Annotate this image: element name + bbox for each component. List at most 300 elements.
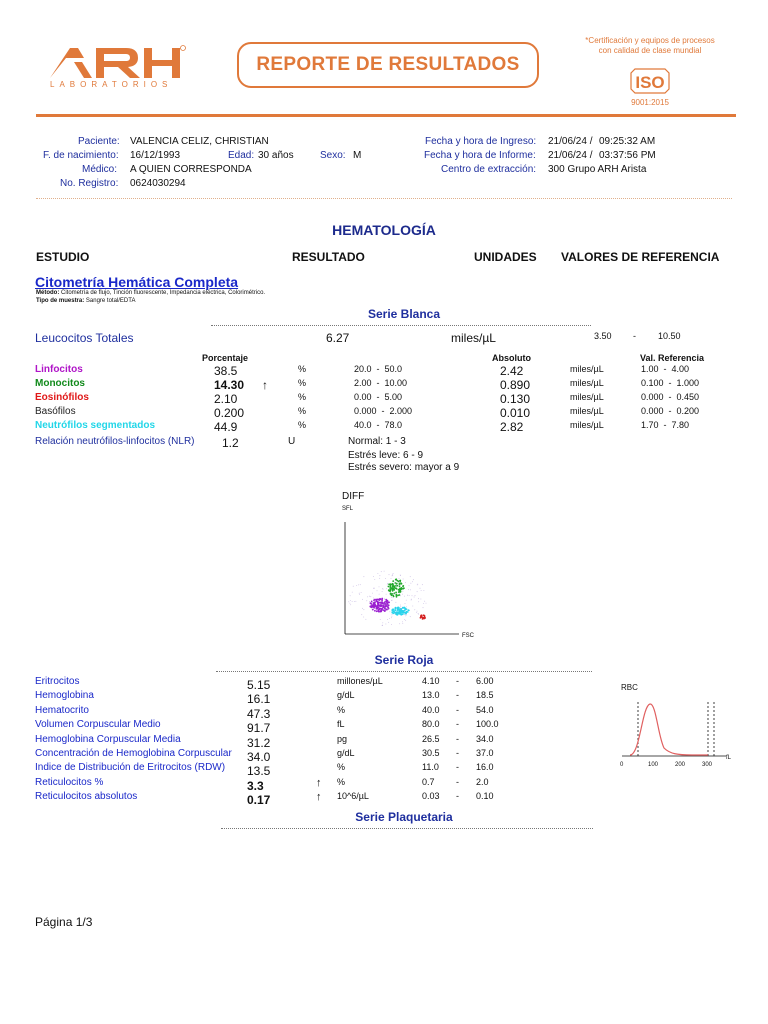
diff-dot bbox=[396, 602, 397, 603]
diff-dot bbox=[392, 594, 393, 595]
patient-divider bbox=[36, 198, 732, 199]
diff-dot bbox=[361, 614, 362, 615]
diff-dot bbox=[370, 596, 371, 597]
ingreso-hora: 09:25:32 AM bbox=[599, 136, 656, 147]
paciente-value: VALENCIA CELIZ, CHRISTIAN bbox=[130, 136, 269, 147]
diff-dot bbox=[409, 585, 410, 586]
diff-dot bbox=[374, 588, 375, 589]
diff-dot bbox=[384, 604, 385, 605]
diff-dot bbox=[407, 595, 408, 596]
wbc-pct-unit: % bbox=[298, 364, 307, 374]
rbc-ref-low: 4.10 bbox=[422, 676, 440, 686]
diff-dot bbox=[400, 612, 402, 614]
diff-dot bbox=[423, 603, 424, 604]
diff-dot bbox=[408, 589, 409, 590]
diff-dot bbox=[395, 592, 397, 594]
rbc-unit: pg bbox=[337, 734, 348, 744]
informe-hora: 03:37:56 PM bbox=[599, 150, 656, 161]
diff-dot bbox=[363, 617, 364, 618]
diff-dot bbox=[392, 600, 393, 601]
rbc-name: Volumen Corpuscular Medio bbox=[35, 719, 161, 730]
wbc-pct: 14.30 bbox=[214, 378, 245, 392]
diff-dot bbox=[352, 592, 353, 593]
diff-dot bbox=[392, 616, 393, 617]
diff-cell-clusters bbox=[348, 571, 426, 626]
diff-dot bbox=[360, 584, 361, 585]
diff-dot bbox=[401, 588, 403, 590]
rbc-unit: % bbox=[337, 777, 346, 787]
diff-dot bbox=[373, 576, 374, 577]
rbc-unit: fL bbox=[337, 719, 345, 729]
wbc-name: Basófilos bbox=[35, 406, 76, 417]
rbc-unit: % bbox=[337, 762, 346, 772]
diff-dot bbox=[389, 590, 391, 592]
diff-dot bbox=[418, 601, 419, 602]
diff-dot bbox=[376, 610, 378, 612]
rbc-value: 16.1 bbox=[247, 692, 271, 706]
rbc-ref-high: 6.00 bbox=[476, 676, 494, 686]
diff-dot bbox=[399, 623, 400, 624]
diff-dot bbox=[393, 609, 395, 611]
diff-dot bbox=[417, 585, 418, 586]
diff-dot bbox=[378, 605, 380, 607]
diff-dot bbox=[391, 624, 392, 625]
rbc-ref-low: 0.03 bbox=[422, 791, 440, 801]
rbc-value: 3.3 bbox=[247, 779, 264, 793]
diff-dot bbox=[398, 589, 400, 591]
diff-dot bbox=[386, 594, 387, 595]
rbc-unit: fL bbox=[726, 755, 732, 761]
diff-dot bbox=[412, 581, 413, 582]
diff-dot bbox=[383, 589, 384, 590]
nlr-note-leve: Estrés leve: 6 - 9 bbox=[348, 450, 424, 461]
diff-dot bbox=[386, 604, 387, 605]
diff-dot bbox=[391, 612, 393, 614]
rbc-name: Hemoglobina bbox=[35, 690, 94, 701]
diff-dot bbox=[391, 617, 392, 618]
informe-label: Fecha y hora de Informe: bbox=[424, 150, 536, 161]
wbc-abs: 0.890 bbox=[500, 378, 531, 392]
diff-dot bbox=[393, 573, 394, 574]
nacimiento-value: 16/12/1993 bbox=[130, 150, 181, 161]
diff-dot bbox=[382, 603, 384, 605]
wbc-pct-unit: % bbox=[298, 420, 307, 430]
rbc-ref-low: 80.0 bbox=[422, 719, 440, 729]
nlr-unit: U bbox=[288, 436, 296, 447]
report-title-box bbox=[237, 42, 539, 88]
sfl-label: SFL bbox=[342, 506, 354, 512]
diff-dot bbox=[424, 601, 425, 602]
diff-dot bbox=[389, 618, 390, 619]
diff-dot bbox=[385, 578, 386, 579]
metodo-label: Método: bbox=[36, 290, 60, 296]
rbc-unit: g/dL bbox=[337, 748, 355, 758]
diff-dot bbox=[410, 590, 411, 591]
diff-dot bbox=[372, 593, 373, 594]
diff-dot bbox=[369, 606, 371, 608]
diff-dot bbox=[403, 579, 404, 580]
metodo-line bbox=[36, 290, 265, 296]
col-unidades: UNIDADES bbox=[474, 250, 537, 264]
diff-dot bbox=[394, 594, 395, 595]
serie-blanca-divider bbox=[211, 325, 591, 326]
diff-dot bbox=[394, 582, 396, 584]
test-name: Citometría Hemática Completa bbox=[35, 274, 239, 290]
diff-dot bbox=[374, 579, 375, 580]
diff-dot bbox=[399, 594, 401, 596]
diff-dot bbox=[374, 602, 376, 604]
wbc-pct: 2.10 bbox=[214, 392, 238, 406]
diff-dot bbox=[350, 595, 351, 596]
diff-dot bbox=[373, 598, 374, 599]
wbc-pct-unit: % bbox=[298, 378, 307, 388]
diff-dot bbox=[387, 585, 388, 586]
diff-dot bbox=[400, 606, 401, 607]
diff-dot bbox=[406, 600, 407, 601]
diff-dot bbox=[387, 603, 389, 605]
sexo-label: Sexo: bbox=[320, 150, 346, 161]
diff-dot bbox=[381, 571, 382, 572]
diff-dot bbox=[388, 608, 389, 609]
serie-roja-title: Serie Roja bbox=[374, 653, 434, 667]
wbc-pct: 44.9 bbox=[214, 420, 238, 434]
report-title: REPORTE DE RESULTADOS bbox=[256, 54, 520, 75]
diff-dot bbox=[423, 617, 425, 619]
rbc-ref-dash: - bbox=[456, 705, 459, 715]
diff-dot bbox=[387, 583, 388, 584]
diff-dot bbox=[383, 610, 384, 611]
rbc-histogram bbox=[612, 676, 738, 774]
diff-dot bbox=[374, 603, 376, 605]
rbc-ref-dash: - bbox=[456, 777, 459, 787]
head-porcentaje: Porcentaje bbox=[202, 353, 249, 363]
rbc-label: RBC bbox=[621, 683, 638, 692]
diff-dot bbox=[410, 616, 411, 617]
diff-dot bbox=[390, 593, 392, 595]
diff-dot bbox=[402, 585, 404, 587]
diff-dot bbox=[389, 593, 390, 594]
leucocitos-name: Leucocitos Totales bbox=[35, 331, 134, 345]
fsc-label: FSC bbox=[462, 633, 474, 639]
diff-dot bbox=[399, 593, 400, 594]
diff-dot bbox=[382, 623, 383, 624]
diff-dot bbox=[402, 594, 403, 595]
rbc-value: 0.17 bbox=[247, 793, 271, 807]
diff-dot bbox=[373, 599, 375, 601]
rbc-curve bbox=[630, 704, 708, 755]
rbc-value: 13.5 bbox=[247, 764, 271, 778]
diff-dot bbox=[417, 611, 418, 612]
diff-dot bbox=[411, 599, 412, 600]
rbc-ref-high: 18.5 bbox=[476, 690, 494, 700]
diff-dot bbox=[369, 601, 370, 602]
diff-dot bbox=[390, 611, 391, 612]
wbc-abs: 0.130 bbox=[500, 392, 531, 406]
registro-label: No. Registro: bbox=[60, 178, 119, 189]
informe-fecha: 21/06/24 / bbox=[548, 150, 593, 161]
diff-dot bbox=[392, 583, 394, 585]
diff-dot bbox=[418, 613, 419, 614]
diff-dot bbox=[403, 587, 405, 589]
wbc-name: Eosinófilos bbox=[35, 392, 89, 403]
diff-dot bbox=[401, 608, 402, 609]
diff-dot bbox=[404, 614, 405, 615]
diff-dot bbox=[359, 593, 360, 594]
rbc-ref-high: 100.0 bbox=[476, 719, 499, 729]
wbc-name: Neutrófilos segmentados bbox=[35, 420, 156, 431]
diff-dot bbox=[405, 582, 406, 583]
rbc-name: Hematocrito bbox=[35, 705, 89, 716]
diff-dot bbox=[386, 588, 387, 589]
head-val-ref: Val. Referencia bbox=[640, 353, 705, 363]
rbc-ref-high: 0.10 bbox=[476, 791, 494, 801]
wbc-pct-unit: % bbox=[298, 406, 307, 416]
rbc-ref-low: 26.5 bbox=[422, 734, 440, 744]
diff-dot bbox=[408, 610, 410, 612]
rbc-high-flag: ↑ bbox=[316, 791, 322, 803]
rbc-value: 34.0 bbox=[247, 750, 271, 764]
rbc-unit: 10^6/µL bbox=[337, 791, 369, 801]
serie-plaquetaria-divider bbox=[221, 828, 593, 829]
diff-dot bbox=[372, 606, 374, 608]
diff-dot bbox=[410, 576, 411, 577]
rbc-unit: millones/µL bbox=[337, 676, 383, 686]
rbc-value: 47.3 bbox=[247, 707, 271, 721]
nacimiento-label: F. de nacimiento: bbox=[43, 150, 119, 161]
diff-dot bbox=[400, 575, 401, 576]
leucocitos-unit: miles/µL bbox=[451, 331, 496, 345]
rbc-ref-high: 37.0 bbox=[476, 748, 494, 758]
diff-dot bbox=[379, 578, 380, 579]
diff-dot bbox=[350, 603, 351, 604]
iso-label: ISO bbox=[635, 73, 665, 92]
col-referencia: VALORES DE REFERENCIA bbox=[561, 250, 720, 264]
rbc-unit: g/dL bbox=[337, 690, 355, 700]
wbc-abs: 2.42 bbox=[500, 364, 524, 378]
diff-dot bbox=[382, 625, 383, 626]
diff-dot bbox=[404, 611, 405, 612]
rbc-tick-200: 200 bbox=[675, 762, 686, 768]
iso-number: 9001:2015 bbox=[631, 98, 669, 107]
wbc-abs-unit: miles/µL bbox=[570, 420, 604, 430]
diff-dot bbox=[392, 595, 394, 597]
diff-dot bbox=[388, 586, 390, 588]
rbc-unit: % bbox=[337, 705, 346, 715]
header-divider bbox=[36, 114, 736, 117]
diff-dot bbox=[403, 591, 404, 592]
diff-dot bbox=[398, 607, 400, 609]
diff-dot bbox=[421, 615, 423, 617]
col-resultado: RESULTADO bbox=[292, 250, 365, 264]
diff-dot bbox=[404, 596, 405, 597]
head-absoluto: Absoluto bbox=[492, 353, 531, 363]
metodo-value: Citometría de flujo, Tinción fluorescente, Impedancia eléctrica, Colorimétrico. bbox=[61, 290, 266, 296]
diff-dot bbox=[362, 599, 363, 600]
wbc-pct-unit: % bbox=[298, 392, 307, 402]
diff-dot bbox=[376, 601, 378, 603]
wbc-abs-ref: 1.00 - 4.00 bbox=[641, 364, 690, 374]
wbc-name: Monocitos bbox=[35, 378, 85, 389]
diff-dot bbox=[378, 611, 380, 613]
rbc-name: Hemoglobina Corpuscular Media bbox=[35, 734, 181, 745]
diff-dot bbox=[389, 574, 390, 575]
centro-value: 300 Grupo ARH Arista bbox=[548, 164, 647, 175]
leucocitos-ref-high: 10.50 bbox=[658, 331, 681, 341]
rbc-name: Reticulocitos absolutos bbox=[35, 791, 138, 802]
diff-dot bbox=[400, 605, 401, 606]
ingreso-label: Fecha y hora de Ingreso: bbox=[425, 136, 537, 147]
diff-dot bbox=[416, 612, 417, 613]
diff-dot bbox=[380, 575, 381, 576]
diff-dot bbox=[366, 619, 367, 620]
diff-dot bbox=[391, 578, 392, 579]
rbc-value: 31.2 bbox=[247, 736, 271, 750]
rbc-ref-low: 13.0 bbox=[422, 690, 440, 700]
nlr-note-normal: Normal: 1 - 3 bbox=[348, 436, 406, 447]
wbc-pct: 0.200 bbox=[214, 406, 245, 420]
diff-dot bbox=[381, 598, 383, 600]
diff-dot bbox=[401, 583, 403, 585]
diff-dot bbox=[424, 590, 425, 591]
diff-dot bbox=[396, 580, 398, 582]
diff-dot bbox=[392, 576, 393, 577]
rbc-name: Reticulocitos % bbox=[35, 777, 104, 788]
col-estudio: ESTUDIO bbox=[36, 250, 90, 264]
serie-roja-divider bbox=[216, 671, 592, 672]
diff-dot bbox=[380, 610, 382, 612]
diff-dot bbox=[372, 609, 374, 611]
wbc-pct-ref: 0.00 - 5.00 bbox=[354, 392, 403, 402]
diff-dot bbox=[405, 614, 406, 615]
rbc-ref-dash: - bbox=[456, 791, 459, 801]
rbc-name: Concentración de Hemoglobina Corpuscular bbox=[35, 748, 232, 759]
diff-dot bbox=[382, 591, 383, 592]
diff-dot bbox=[396, 595, 398, 597]
rbc-ref-high: 2.0 bbox=[476, 777, 489, 787]
diff-dot bbox=[395, 607, 397, 609]
diff-dot bbox=[388, 622, 389, 623]
diff-dot bbox=[353, 586, 354, 587]
diff-dot bbox=[404, 619, 405, 620]
diff-dot bbox=[395, 609, 397, 611]
diff-dot bbox=[391, 587, 393, 589]
diff-dot bbox=[426, 603, 427, 604]
diff-dot bbox=[405, 616, 406, 617]
wbc-pct-ref: 2.00 - 10.00 bbox=[354, 378, 408, 388]
medico-value: A QUIEN CORRESPONDA bbox=[130, 164, 252, 175]
diff-dot bbox=[373, 607, 375, 609]
diff-dot bbox=[395, 580, 396, 581]
wbc-name: Linfocitos bbox=[35, 364, 83, 375]
diff-dot bbox=[399, 578, 400, 579]
diff-dot bbox=[422, 584, 423, 585]
diff-dot bbox=[424, 615, 426, 617]
diff-dot bbox=[367, 597, 368, 598]
diff-dot bbox=[412, 595, 413, 596]
diff-dot bbox=[423, 607, 424, 608]
diff-dot bbox=[354, 601, 355, 602]
diff-dot bbox=[373, 588, 374, 589]
diff-dot bbox=[420, 588, 421, 589]
registro-value: 0624030294 bbox=[130, 178, 186, 189]
cert-line-1: *Certificación y equipos de procesos bbox=[585, 36, 715, 45]
diff-dot bbox=[403, 589, 404, 590]
rbc-name: Eritrocitos bbox=[35, 676, 80, 687]
diff-scattergram bbox=[328, 480, 488, 640]
rbc-ref-dash: - bbox=[456, 748, 459, 758]
rbc-ref-dash: - bbox=[456, 762, 459, 772]
brand-subtitle: LABORATORIOS bbox=[50, 80, 173, 89]
rbc-ref-low: 11.0 bbox=[422, 762, 439, 772]
diff-dot bbox=[384, 598, 385, 599]
diff-dot bbox=[399, 583, 401, 585]
diff-dot bbox=[370, 602, 372, 604]
leucocitos-ref-low: 3.50 bbox=[594, 331, 612, 341]
diff-dot bbox=[402, 607, 404, 609]
diff-dot bbox=[380, 619, 381, 620]
diff-dot bbox=[384, 571, 385, 572]
diff-dot bbox=[374, 610, 376, 612]
diff-dot bbox=[391, 597, 392, 598]
diff-dot bbox=[384, 599, 385, 600]
edad-label: Edad: bbox=[228, 150, 255, 161]
diff-dot bbox=[378, 609, 380, 611]
wbc-pct-ref: 0.000 - 2.000 bbox=[354, 406, 413, 416]
diff-dot bbox=[412, 606, 413, 607]
wbc-high-flag: ↑ bbox=[262, 378, 268, 392]
diff-dot bbox=[405, 620, 406, 621]
diff-dot bbox=[378, 573, 379, 574]
diff-label: DIFF bbox=[342, 491, 365, 502]
rbc-value: 5.15 bbox=[247, 678, 271, 692]
diff-dot bbox=[350, 604, 351, 605]
sexo-value: M bbox=[353, 150, 362, 161]
diff-dot bbox=[356, 601, 357, 602]
diff-dot bbox=[385, 605, 387, 607]
diff-dot bbox=[413, 579, 414, 580]
diff-dot bbox=[406, 607, 407, 608]
diff-dot bbox=[411, 583, 412, 584]
muestra-value: Sangre total/EDTA bbox=[85, 298, 136, 304]
diff-dot bbox=[387, 619, 388, 620]
diff-dot bbox=[356, 585, 357, 586]
diff-dot bbox=[352, 601, 353, 602]
certification-note bbox=[570, 36, 730, 56]
serie-blanca-title: Serie Blanca bbox=[367, 307, 441, 321]
diff-dot bbox=[364, 576, 365, 577]
rbc-tick-300: 300 bbox=[702, 762, 713, 768]
nlr-value: 1.2 bbox=[222, 436, 239, 450]
diff-dot bbox=[392, 614, 393, 615]
diff-dot bbox=[393, 597, 394, 598]
wbc-abs-ref: 0.000 - 0.450 bbox=[641, 392, 700, 402]
leucocitos-ref-dash: - bbox=[633, 331, 636, 341]
diff-dot bbox=[385, 609, 386, 610]
diff-dot bbox=[387, 600, 389, 602]
diff-dot bbox=[380, 604, 381, 605]
wbc-abs-ref: 0.100 - 1.000 bbox=[641, 378, 700, 388]
edad-value: 30 años bbox=[258, 150, 294, 161]
rbc-ref-dash: - bbox=[456, 719, 459, 729]
diff-dot bbox=[377, 590, 378, 591]
diff-dot bbox=[386, 624, 387, 625]
diff-dot bbox=[350, 600, 351, 601]
diff-dot bbox=[379, 587, 380, 588]
muestra-line bbox=[36, 298, 136, 304]
wbc-abs-unit: miles/µL bbox=[570, 392, 604, 402]
section-title: HEMATOLOGÍA bbox=[332, 222, 436, 238]
diff-dot bbox=[377, 602, 379, 604]
